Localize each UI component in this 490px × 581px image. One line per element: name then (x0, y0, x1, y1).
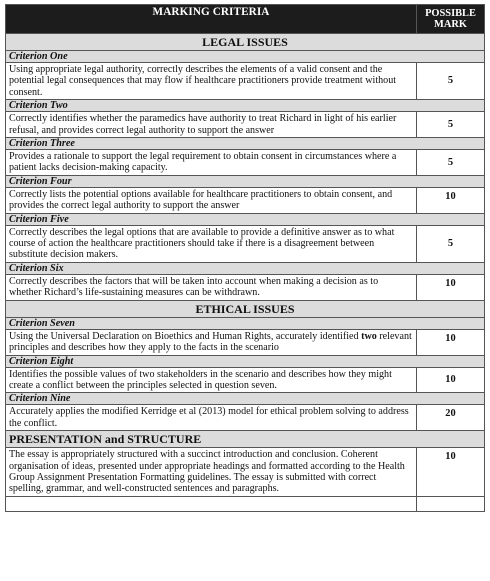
criterion-row (6, 274, 485, 300)
header-mark: MARK (434, 18, 467, 30)
criterion-row (6, 150, 485, 176)
criterion-row (6, 448, 485, 497)
criterion-title-row (6, 262, 485, 274)
criterion-title-row (6, 100, 485, 112)
criterion-row (6, 329, 485, 355)
criterion-one-title: Criterion One (6, 51, 485, 63)
empty-row (6, 496, 485, 511)
criterion-eight-description: Identifies the possible values of two stakeholders in the scenario and describes how they might create a conflict between the principles selected in question seven. (6, 367, 417, 393)
criterion-row (6, 225, 485, 262)
criterion-six-title: Criterion Six (6, 262, 485, 274)
presentation-mark: 10 (417, 448, 485, 497)
empty-cell (417, 496, 485, 511)
section-row-presentation (6, 431, 485, 448)
marking-criteria-document (5, 4, 484, 512)
criterion-title-row (6, 175, 485, 187)
criterion-title-row (6, 355, 485, 367)
criterion-title-row (6, 317, 485, 329)
criterion-six-description: Correctly describes the factors that will be taken into account when making a decision as to whether Richard’s life-sustaining measures can be withdrawn. (6, 274, 417, 300)
criterion-five-title: Criterion Five (6, 213, 485, 225)
criterion-six-mark: 10 (417, 274, 485, 300)
section-row-legal (6, 34, 485, 51)
criterion-three-description: Provides a rationale to support the legal requirement to obtain consent in circumstances where a patient lacks decision-making capacity. (6, 150, 417, 176)
presentation-description: The essay is appropriately structured with a succinct introduction and conclusion. Coherent organisation of ideas, presented under appropriate headings and formatted according to the Health Group Assignment Presentation Formatting guidelines. The essay is submitted with correct spelling, grammar, and well-constructed sentences and paragraphs. (6, 448, 417, 497)
criterion-nine-description: Accurately applies the modified Kerridge et al (2013) model for ethical problem solving to address the conflict. (6, 405, 417, 431)
criterion-seven-description (6, 329, 417, 355)
criterion-eight-mark: 10 (417, 367, 485, 393)
criterion-two-title: Criterion Two (6, 100, 485, 112)
criterion-nine-mark: 20 (417, 405, 485, 431)
section-row-ethical (6, 300, 485, 317)
criterion-row (6, 63, 485, 100)
criterion-eight-title: Criterion Eight (6, 355, 485, 367)
criterion-title-row (6, 393, 485, 405)
criterion-row (6, 405, 485, 431)
criterion-three-title: Criterion Three (6, 138, 485, 150)
criterion-seven-text-before: Using the Universal Declaration on Bioethics and Human Rights, accurately identified (9, 330, 362, 342)
criterion-seven-text-after: relevant principles and describes how they apply to the facts in the scenario (9, 330, 412, 354)
criterion-four-title: Criterion Four (6, 175, 485, 187)
criterion-four-mark: 10 (417, 187, 485, 213)
section-heading-legal: LEGAL ISSUES (6, 34, 485, 51)
header-possible: POSSIBLE (425, 7, 476, 19)
criterion-one-description: Using appropriate legal authority, correctly describes the elements of a valid consent and the potential legal consequences that may flow if healthcare practitioners provide treatment without consent. (6, 63, 417, 100)
criterion-two-description: Correctly identifies whether the paramedics have authority to treat Richard in light of his earlier refusal, and provides correct legal authority to support the answer (6, 112, 417, 138)
section-heading-ethical: ETHICAL ISSUES (6, 300, 485, 317)
criterion-five-mark: 5 (417, 225, 485, 262)
criterion-title-row (6, 138, 485, 150)
empty-cell (6, 496, 417, 511)
section-heading-presentation: PRESENTATION and STRUCTURE (6, 431, 485, 448)
criterion-title-row (6, 213, 485, 225)
criterion-row (6, 367, 485, 393)
header-possible-mark (417, 5, 485, 34)
header-marking-criteria: MARKING CRITERIA (6, 5, 417, 34)
criterion-nine-title: Criterion Nine (6, 393, 485, 405)
criterion-seven-mark: 10 (417, 329, 485, 355)
criterion-three-mark: 5 (417, 150, 485, 176)
criterion-seven-bold-word: two (361, 330, 377, 342)
criterion-five-description: Correctly describes the legal options that are available to provide a definitive answer as to what course of action the healthcare practitioners should take if there is a disagreement between substitute decision makers. (6, 225, 417, 262)
criterion-one-mark: 5 (417, 63, 485, 100)
marking-criteria-table (5, 4, 485, 512)
criterion-title-row (6, 51, 485, 63)
criterion-four-description: Correctly lists the potential options available for healthcare practitioners to obtain consent, and provides the correct legal authority to support the answer (6, 187, 417, 213)
criterion-row (6, 112, 485, 138)
criterion-seven-title: Criterion Seven (6, 317, 485, 329)
criterion-two-mark: 5 (417, 112, 485, 138)
criterion-row (6, 187, 485, 213)
table-header-row (6, 5, 485, 34)
